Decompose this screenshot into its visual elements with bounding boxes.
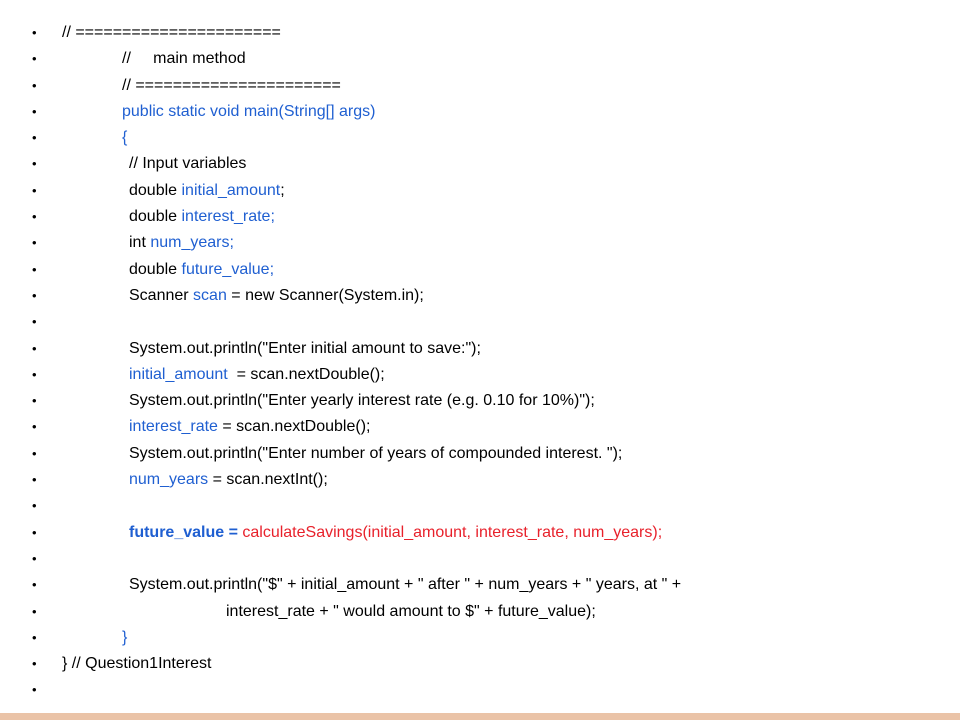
- code-token: // ======================: [122, 76, 341, 94]
- code-line: [0, 151, 960, 177]
- code-line: [0, 99, 960, 125]
- code-token: interest_rate;: [181, 208, 275, 226]
- bullet-marker: •: [32, 25, 37, 40]
- bullet-marker: •: [32, 419, 37, 435]
- code-line: [0, 204, 960, 230]
- bullet-marker: •: [32, 103, 37, 119]
- code-token: Scanner: [129, 286, 194, 304]
- code-text: [122, 46, 246, 72]
- bullet-marker: •: [32, 287, 37, 303]
- code-text: [129, 520, 662, 546]
- code-text: [129, 178, 285, 204]
- code-token: int: [129, 234, 151, 252]
- bullet-marker: •: [32, 682, 37, 698]
- code-line: [0, 309, 960, 335]
- code-text: [129, 151, 246, 177]
- bullet-marker: •: [32, 393, 37, 409]
- code-line: [0, 467, 960, 493]
- code-line: [0, 520, 960, 546]
- code-line: [0, 651, 960, 677]
- code-text: [129, 257, 274, 283]
- code-text: [129, 204, 275, 230]
- bullet-marker: •: [32, 340, 37, 356]
- code-token: = scan.nextDouble();: [217, 418, 371, 436]
- code-token: System.out.println("Enter yearly interest rate (e.g. 0.10 for 10%)");: [129, 392, 595, 410]
- code-text: [129, 388, 595, 414]
- code-text: [226, 599, 596, 625]
- code-line: [0, 625, 960, 651]
- code-token: = new Scanner(System.in);: [226, 286, 424, 304]
- code-line: [0, 73, 960, 99]
- code-token: future_value =: [129, 523, 243, 541]
- code-text: [129, 414, 370, 440]
- code-token: ;: [280, 181, 285, 199]
- code-token: = scan.nextDouble();: [232, 365, 385, 383]
- code-text: [122, 125, 127, 151]
- bullet-marker: •: [32, 577, 37, 593]
- bullet-marker: •: [32, 209, 37, 225]
- bullet-marker: •: [32, 445, 37, 461]
- code-token: // main method: [122, 50, 246, 68]
- bullet-marker: •: [32, 235, 37, 251]
- code-token: = scan.nextInt();: [208, 471, 328, 489]
- code-line: [0, 125, 960, 151]
- code-line: [0, 599, 960, 625]
- bullet-marker: •: [32, 366, 37, 382]
- code-token: // ======================: [62, 24, 281, 41]
- code-token: initial_amount: [129, 365, 233, 383]
- code-line: [0, 493, 960, 519]
- code-line: [0, 414, 960, 440]
- code-text: [129, 283, 424, 309]
- code-token: } // Question1Interest: [62, 655, 212, 673]
- bullet-marker: •: [32, 314, 37, 330]
- bullet-marker: •: [32, 629, 37, 645]
- bullet-marker: •: [32, 472, 37, 488]
- code-text: [122, 73, 341, 99]
- bullet-marker: •: [32, 603, 37, 619]
- code-token: System.out.println("Enter number of years of compounded interest. ");: [129, 444, 623, 462]
- bullet-marker: •: [32, 656, 37, 672]
- code-token: System.out.println("Enter initial amount to save:");: [129, 339, 481, 357]
- bullet-marker: •: [32, 524, 37, 540]
- bullet-marker: •: [32, 77, 37, 93]
- code-token: scan: [193, 286, 227, 304]
- bottom-accent-bar: [0, 713, 960, 720]
- bullet-marker: •: [32, 498, 37, 514]
- code-text: [122, 99, 375, 125]
- code-line: [0, 677, 960, 703]
- bullet-marker: •: [32, 550, 37, 566]
- code-text: [129, 572, 681, 598]
- code-text: [129, 362, 385, 388]
- code-line: [0, 46, 960, 72]
- code-line: [0, 362, 960, 388]
- code-text: [129, 336, 481, 362]
- bullet-marker: •: [32, 182, 37, 198]
- code-token: public static void main(String[] args): [122, 102, 376, 120]
- code-token: interest_rate: [129, 418, 218, 436]
- code-line: [0, 388, 960, 414]
- code-line: [0, 230, 960, 256]
- code-line: [0, 283, 960, 309]
- code-line: [0, 572, 960, 598]
- code-token: double: [129, 208, 182, 226]
- code-token: calculateSavings(initial_amount, interest_rate, num_years);: [242, 523, 663, 541]
- code-line: [0, 178, 960, 204]
- bullet-marker: •: [32, 261, 37, 277]
- bullet-marker: •: [32, 51, 37, 67]
- code-token: double: [129, 181, 182, 199]
- code-line: [0, 257, 960, 283]
- code-token: future_value;: [181, 260, 275, 278]
- code-token: {: [122, 129, 128, 147]
- code-text: [62, 20, 281, 46]
- code-text: [129, 467, 328, 493]
- code-listing: [0, 20, 960, 704]
- code-token: double: [129, 260, 182, 278]
- code-token: // Input variables: [129, 155, 247, 173]
- code-token: num_years;: [150, 234, 234, 252]
- code-text: [62, 651, 211, 677]
- code-text: [129, 230, 234, 256]
- code-line: [0, 441, 960, 467]
- code-line: [0, 546, 960, 572]
- code-token: interest_rate + " would amount to $" + future_value);: [226, 602, 596, 620]
- code-line: [0, 336, 960, 362]
- code-token: System.out.println("$" + initial_amount + " after " + num_years + " years, at " +: [129, 576, 682, 594]
- bullet-marker: •: [32, 156, 37, 172]
- code-token: }: [122, 628, 128, 646]
- code-token: initial_amount: [181, 181, 281, 199]
- bullet-marker: •: [32, 130, 37, 146]
- code-line: [0, 20, 960, 46]
- code-token: num_years: [129, 471, 209, 489]
- code-text: [122, 625, 127, 651]
- code-text: [129, 441, 622, 467]
